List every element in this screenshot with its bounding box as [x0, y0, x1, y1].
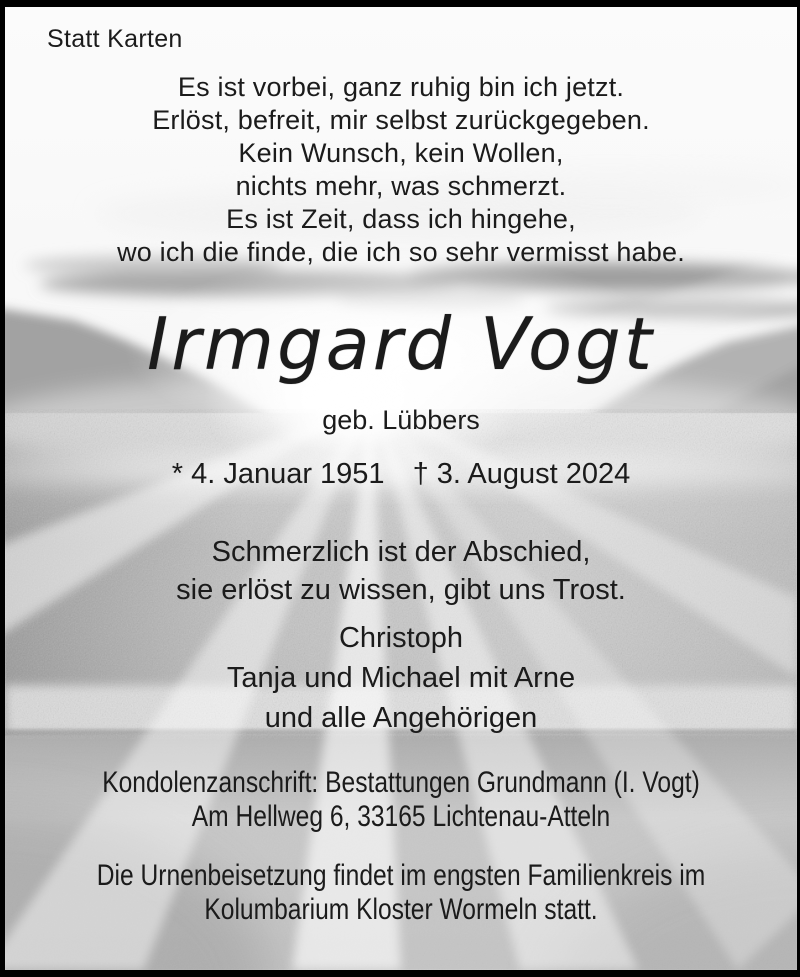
farewell-poem	[5, 71, 797, 269]
verse-line: sie erlöst zu wissen, gibt uns Trost.	[176, 574, 626, 606]
mourner-line: und alle Angehörigen	[264, 702, 538, 734]
mourners-list	[5, 618, 797, 738]
poem-line: Erlöst, befreit, mir selbst zurückgegeben.	[152, 105, 650, 135]
condolence-address-line: Kondolenzanschrift: Bestattungen Grundmann (I. Vogt)	[102, 766, 700, 799]
deceased-name: Irmgard Vogt	[146, 302, 655, 386]
death-date: † 3. August 2024	[412, 458, 631, 490]
pre-header: Statt Karten	[47, 25, 183, 53]
poem-line: nichts mehr, was schmerzt.	[235, 171, 567, 201]
poem-line: Kein Wunsch, kein Wollen,	[238, 138, 564, 168]
poem-line: Es ist vorbei, ganz ruhig bin ich jetzt.	[177, 72, 625, 102]
burial-notice-line: Kolumbarium Kloster Wormeln statt.	[204, 893, 598, 926]
mourner-line: Christoph	[338, 622, 464, 654]
burial-notice	[5, 859, 797, 927]
verse-line: Schmerzlich ist der Abschied,	[211, 536, 591, 568]
condolence-address-line: Am Hellweg 6, 33165 Lichtenau-Atteln	[191, 800, 611, 833]
condolence-address	[5, 766, 797, 834]
poem-line: Es ist Zeit, dass ich hingehe,	[226, 204, 576, 234]
obituary-content	[5, 7, 797, 970]
burial-notice-line: Die Urnenbeisetzung findet im engsten Familienkreis im	[96, 859, 706, 892]
poem-line: wo ich die finde, die ich so sehr vermisst habe.	[117, 237, 685, 267]
mourner-line: Tanja und Michael mit Arne	[226, 662, 576, 694]
birth-date: * 4. Januar 1951	[171, 458, 385, 490]
maiden-name: geb. Lübbers	[322, 405, 480, 435]
life-dates	[5, 458, 797, 491]
mourning-verse	[5, 533, 797, 609]
